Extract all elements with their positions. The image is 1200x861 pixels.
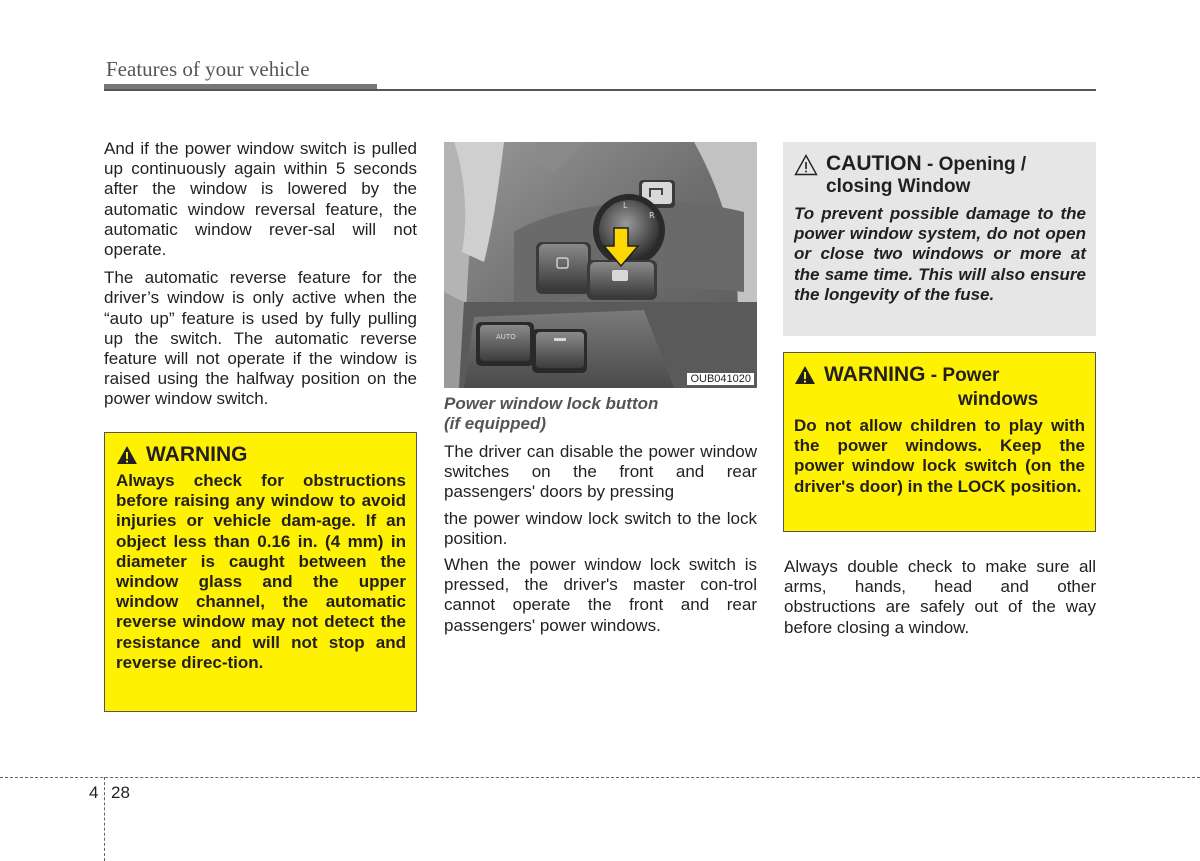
- caution-heading: CAUTION - Opening / closing Window: [794, 152, 1086, 198]
- door-switch-panel-illustration: [444, 142, 757, 388]
- warning-title: WARNING: [146, 443, 248, 466]
- warning-body: Always check for obstructions before raising any window to avoid injuries or vehicle dam-age. If an object less than 0.16 in. (4 mm) in diameter is caught between the window glass and the upper window channel, the automatic reverse window may not detect the resistance and will not stop and reverse direc-tion.: [116, 471, 406, 672]
- page-chapter-number: 4: [89, 783, 99, 802]
- warning-heading: WARNING - Power windows: [794, 363, 1085, 412]
- footer-dashed-rule: [0, 777, 1200, 778]
- warning-box-power-windows: [783, 352, 1096, 532]
- caution-title: CAUTION: [826, 152, 922, 175]
- header-rule-thin: [104, 89, 1096, 91]
- caution-body: To prevent possible damage to the power window system, do not open or close two windows or more at the same time. This will also ensure the longevity of the fuse.: [794, 204, 1086, 304]
- footer-vertical-dashed-rule: [104, 777, 105, 861]
- warning-triangle-icon: [794, 365, 816, 385]
- figure-code: OUB041020: [687, 373, 754, 385]
- paragraph: When the power window lock switch is pressed, the driver's master con-trol cannot operate the front and rear passengers' power windows.: [444, 555, 757, 635]
- caution-subtitle: Opening /: [938, 154, 1027, 175]
- paragraph: And if the power window switch is pulled up continuously again within 5 seconds after the window is lowered by the automatic window reversal feature, the automatic window rever-sal will not operate.: [104, 139, 417, 260]
- page-number: 28: [111, 783, 130, 802]
- page-header-title: Features of your vehicle: [106, 57, 310, 81]
- caution-box: [783, 142, 1096, 336]
- paragraph: The driver can disable the power window switches on the front and rear passengers' doors by pressing: [444, 442, 757, 502]
- warning-subtitle: windows: [958, 389, 1039, 410]
- warning-box-obstructions: [104, 432, 417, 712]
- warning-title: WARNING: [824, 363, 926, 386]
- caption-line: Power window lock button: [444, 394, 659, 413]
- svg-text:R: R: [649, 211, 655, 220]
- caution-triangle-icon: [794, 154, 818, 176]
- auto-label: AUTO: [496, 333, 516, 341]
- caption-line: (if equipped): [444, 414, 546, 434]
- power-window-lock-figure: [444, 142, 757, 388]
- column-1: [104, 139, 417, 418]
- caution-subtitle: closing Window: [826, 176, 971, 197]
- figure-caption: [444, 394, 658, 434]
- column-3: [784, 557, 1096, 646]
- paragraph: the power window lock switch to the lock position.: [444, 508, 757, 548]
- warning-heading: [116, 443, 406, 467]
- warning-triangle-icon: [116, 445, 138, 465]
- column-2: [444, 442, 757, 644]
- warning-subtitle: Power: [942, 365, 1000, 386]
- paragraph: Always double check to make sure all arms, hands, head and other obstructions are safely out of the way before closing a window.: [784, 557, 1096, 637]
- warning-body: Do not allow children to play with the power windows. Keep the power window lock switch (on the driver's door) in the LOCK position.: [794, 416, 1085, 496]
- svg-text:L: L: [623, 201, 628, 210]
- paragraph: The automatic reverse feature for the driver’s window is only active when the “auto up” feature is used by fully pulling up the switch. The automatic reverse feature will not operate if the window is raised using the halfway position on the power window switch.: [104, 268, 417, 409]
